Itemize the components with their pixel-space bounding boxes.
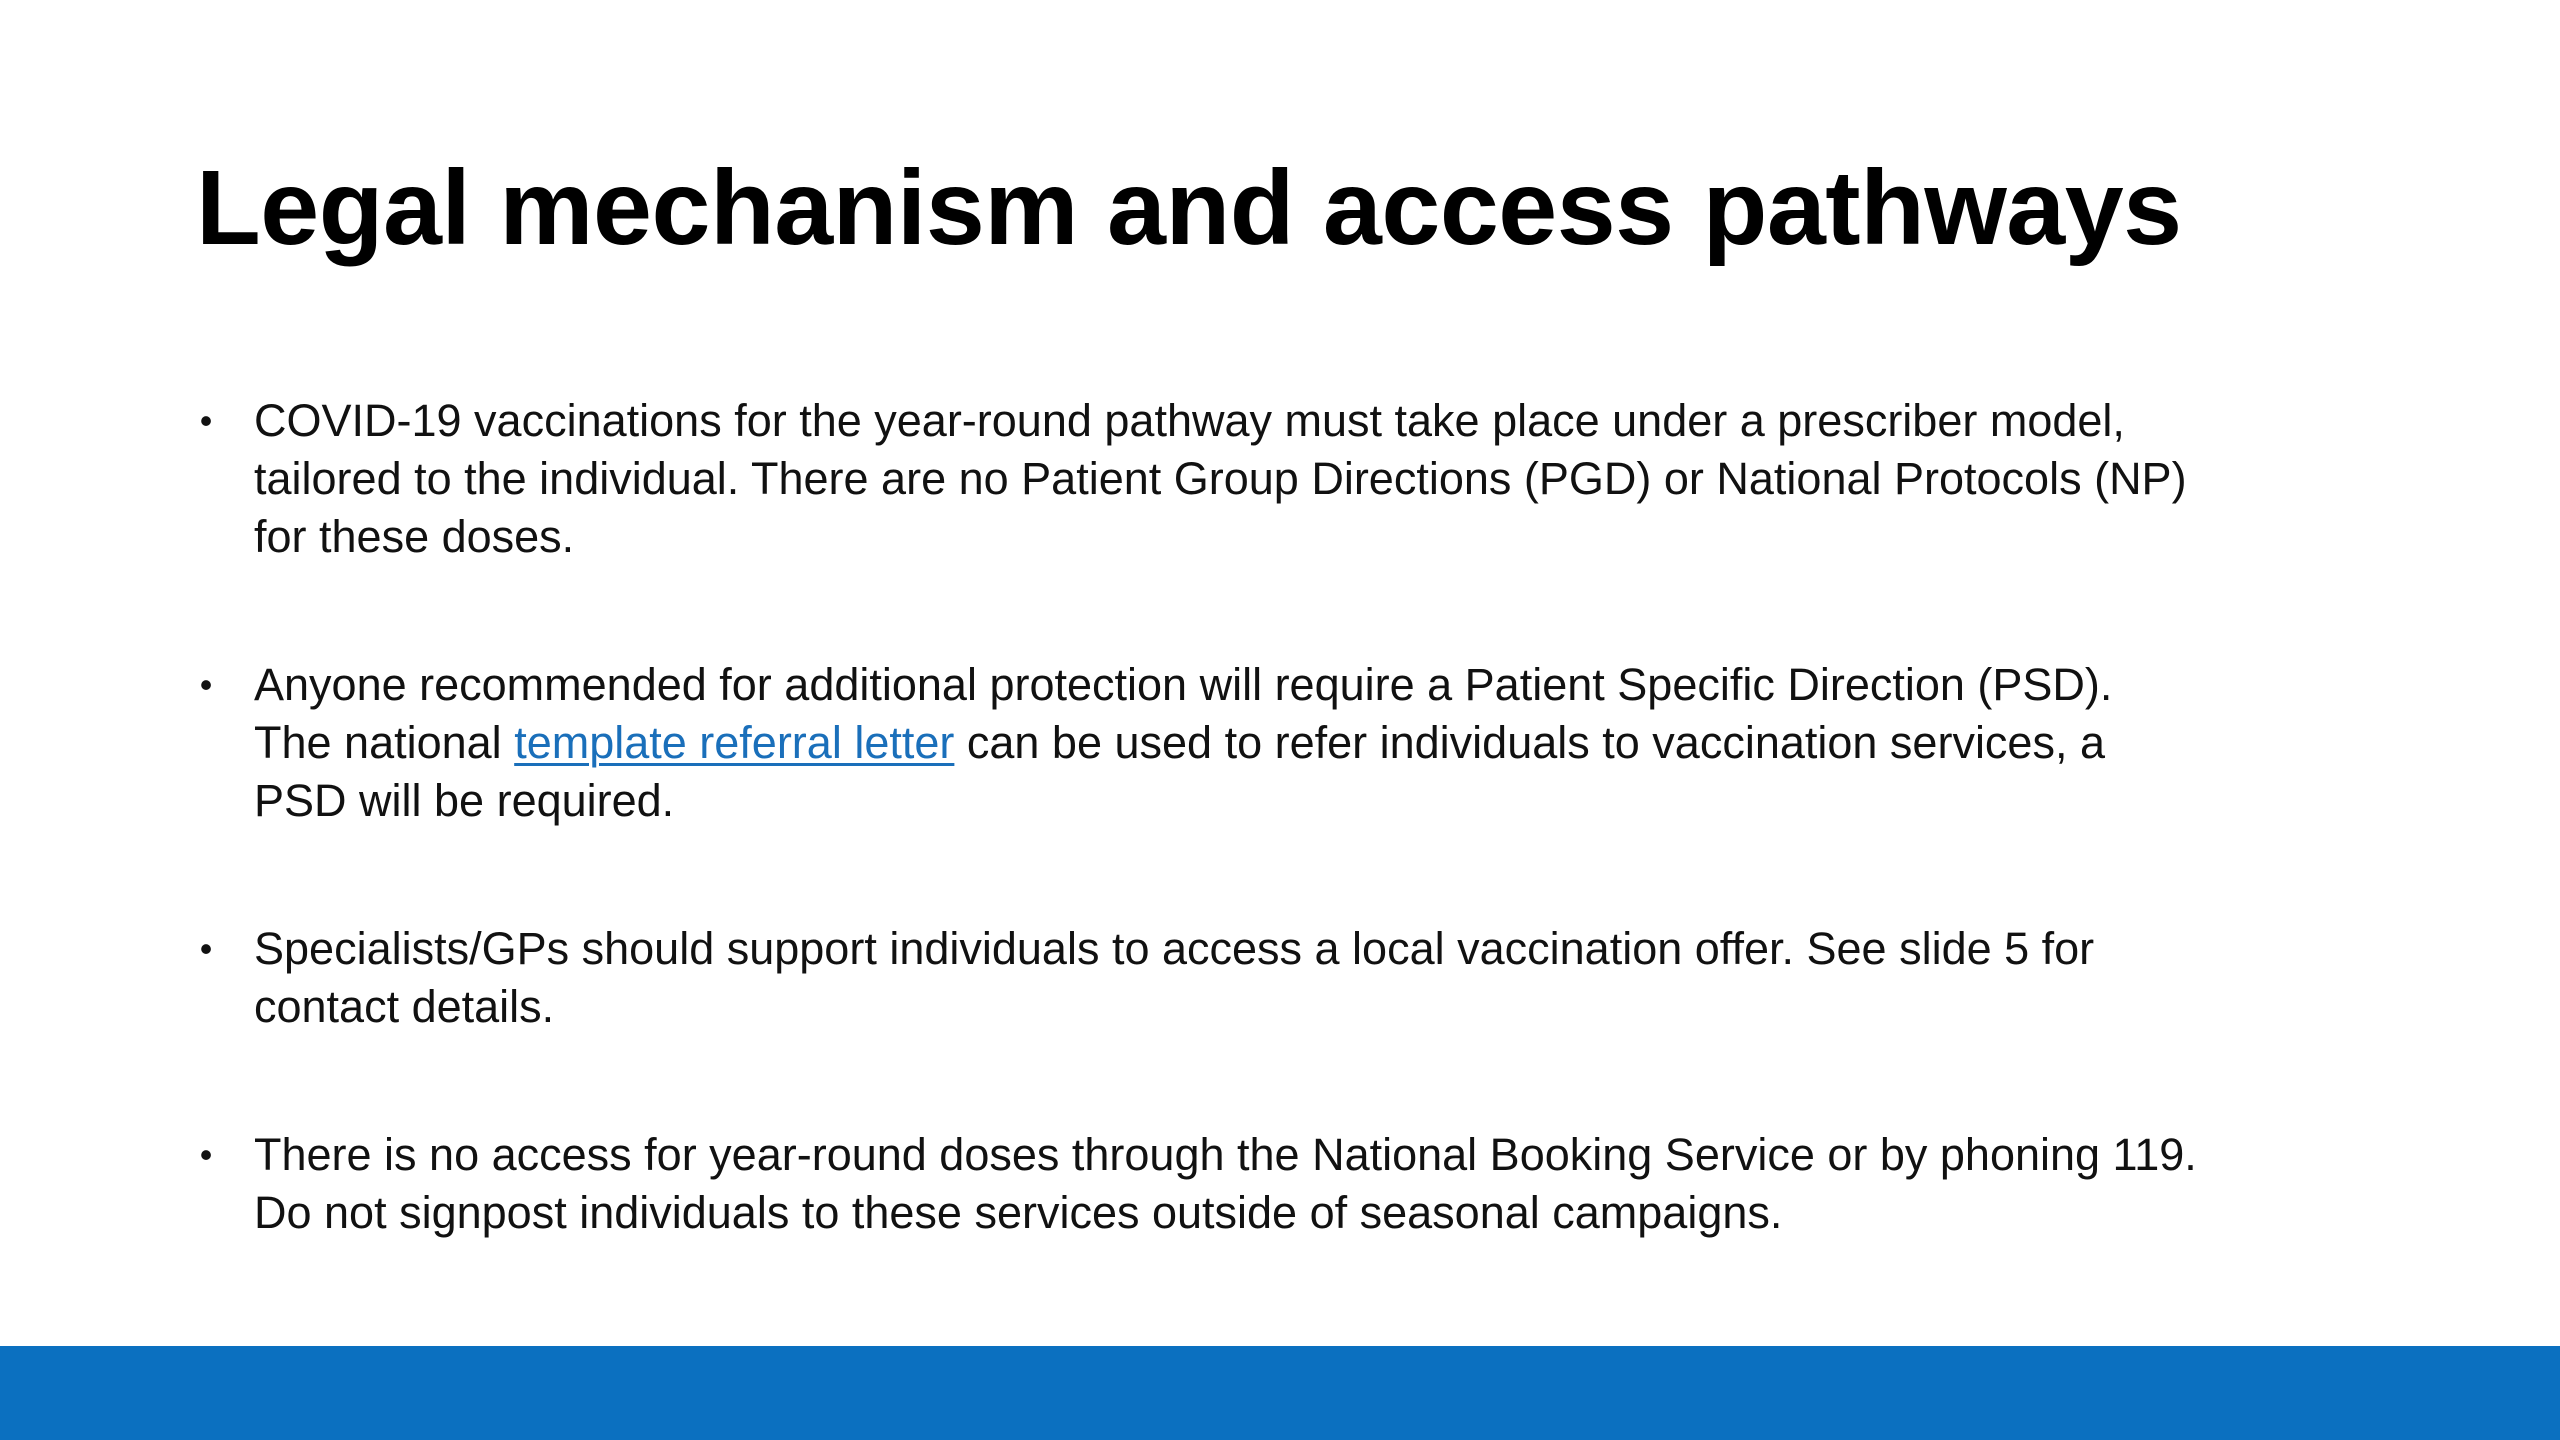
template-referral-letter-link[interactable]: template referral letter	[514, 717, 955, 768]
bullet-text-line: There is no access for year-round doses through the National Booking Service or by phoning 119.	[254, 1129, 2197, 1180]
bullet-text-line-with-link	[254, 714, 2376, 772]
footer-band	[0, 1346, 2560, 1440]
bullet-no-booking-access	[196, 1126, 2376, 1242]
slide-title: Legal mechanism and access pathways	[196, 149, 2182, 267]
bullet-prescriber-model	[196, 392, 2376, 566]
bullet-dot: •	[199, 664, 213, 705]
bullet-text-line: PSD will be required.	[254, 775, 675, 826]
bullet-dot: •	[199, 400, 213, 441]
bullet-local-offer	[196, 920, 2376, 1036]
bullet-psd-requirement	[196, 656, 2376, 830]
bullet-list	[196, 392, 2376, 1242]
bullet-text-line: tailored to the individual. There are no Patient Group Directions (PGD) or National Protocols (NP)	[254, 453, 2187, 504]
bullet-text-line: contact details.	[254, 981, 555, 1032]
bullet-dot: •	[199, 928, 213, 969]
bullet-text-line: Specialists/GPs should support individuals to access a local vaccination offer. See slide 5 for	[254, 923, 2095, 974]
bullet-text-segment: The national	[254, 717, 515, 768]
bullet-dot: •	[199, 1134, 213, 1175]
bullet-text-line: Do not signpost individuals to these services outside of seasonal campaigns.	[254, 1187, 1783, 1238]
bullet-text-line: for these doses.	[254, 511, 575, 562]
bullet-text-segment: can be used to refer individuals to vaccination services, a	[954, 717, 2105, 768]
bullet-text-line: COVID-19 vaccinations for the year-round pathway must take place under a prescriber model,	[254, 395, 2125, 446]
bullet-text-line: Anyone recommended for additional protection will require a Patient Specific Direction (PSD).	[254, 659, 2113, 710]
